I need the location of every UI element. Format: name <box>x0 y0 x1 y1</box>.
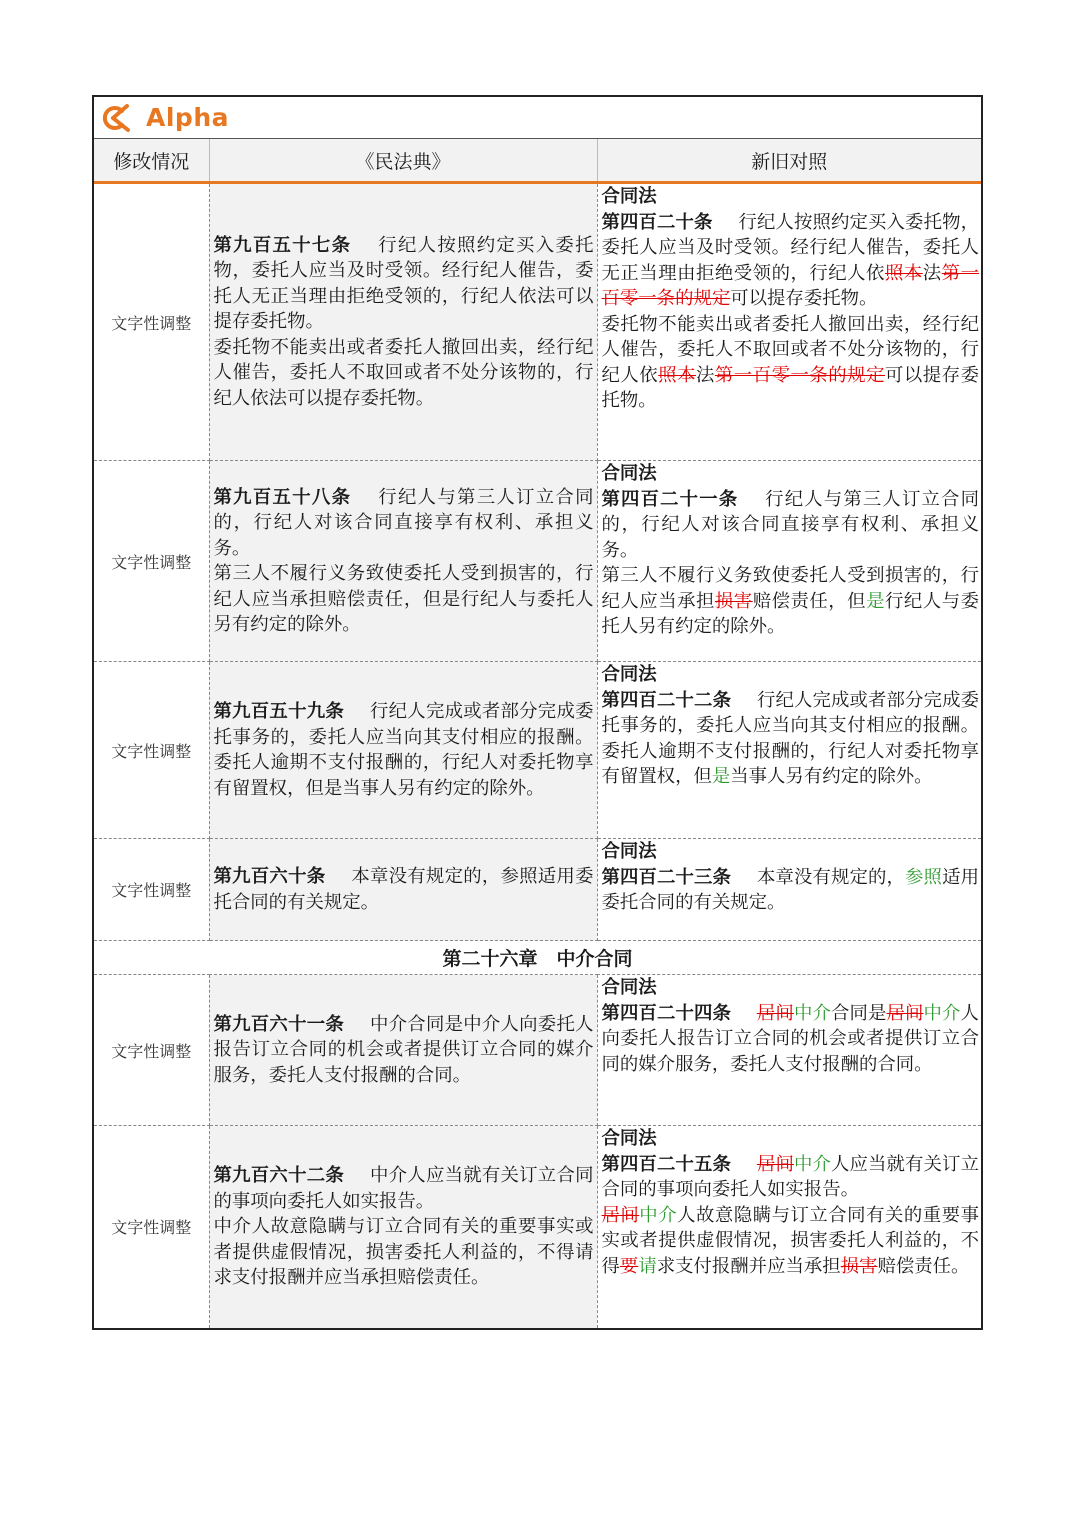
civil-code-cell <box>209 662 597 839</box>
civil-paragraph <box>214 485 594 562</box>
unchanged-text: 可以提存委托物。 <box>730 288 878 309</box>
comparison-paragraph <box>602 210 980 312</box>
old-law-name: 合同法 <box>601 1128 657 1149</box>
old-law-comparison-cell <box>597 461 981 662</box>
brand-header <box>94 97 981 139</box>
unchanged-text: 人向委托人报告订立合同的机会或者提供订立合同的媒介服务，委托人支付报酬的合同。 <box>601 1002 979 1075</box>
deleted-text: 损害 <box>840 1255 878 1277</box>
comparison-paragraph <box>602 688 980 790</box>
unchanged-text: 第三人不履行义务致使委托人受到损害的，行纪人应当承担 <box>601 565 979 612</box>
old-article-number: 第四百二十二条 <box>601 689 732 711</box>
old-article-number: 第四百二十三条 <box>601 866 732 888</box>
civil-paragraph <box>214 561 594 638</box>
change-status-cell: 文字性调整 <box>94 1126 209 1328</box>
civil-text: 中介人故意隐瞒与订立合同有关的重要事实或者提供虚假情况，损害委托人利益的，不得请求支付报酬并应当承担赔偿责任。 <box>213 1216 594 1288</box>
deleted-text: 居间 <box>756 1153 794 1175</box>
table-header-row <box>94 139 981 183</box>
inserted-text: 中介 <box>793 1153 831 1175</box>
civil-article-number: 第九百五十九条 <box>213 701 345 722</box>
comparison-paragraph <box>602 1152 980 1203</box>
civil-text: 行纪人完成或者部分完成委托事务的，委托人应当向其支付相应的报酬。委托人逾期不支付报酬的，行纪人对委托物享有留置权，但是当事人另有约定的除外。 <box>213 701 594 799</box>
civil-article-number: 第九百五十八条 <box>213 486 352 508</box>
civil-article-number: 第九百六十二条 <box>213 1165 345 1186</box>
old-law-comparison-cell <box>597 839 981 941</box>
table-row <box>94 1126 981 1328</box>
deleted-text: 要 <box>619 1255 639 1277</box>
comparison-document <box>92 95 983 1330</box>
civil-paragraph <box>214 335 594 412</box>
table-row <box>94 461 981 662</box>
change-status-cell: 文字性调整 <box>94 662 209 839</box>
old-article-number: 第四百二十条 <box>601 211 713 233</box>
civil-paragraph <box>214 699 594 801</box>
unchanged-text: 人故意隐瞒与订立合同有关的重要事实或者提供虚假情况，损害委托人利益的，不得 <box>601 1204 979 1277</box>
unchanged-text: 行纪人与委托人另有约定的除外。 <box>601 590 979 637</box>
civil-paragraph <box>214 1012 594 1089</box>
civil-article-number: 第九百六十一条 <box>213 1013 345 1035</box>
comparison-paragraph <box>602 865 980 916</box>
unchanged-text: 合同是 <box>830 1002 887 1024</box>
inserted-text: 中介 <box>793 1002 831 1024</box>
civil-text: 中介合同是中介人向委托人报告订立合同的机会或者提供订立合同的媒介服务，委托人支付报酬的合同。 <box>213 1013 594 1086</box>
old-law-name: 合同法 <box>601 463 657 484</box>
civil-paragraph <box>214 864 594 915</box>
unchanged-text: 法 <box>696 364 715 386</box>
inserted-text: 中介 <box>923 1002 961 1024</box>
civil-paragraph <box>214 1163 594 1214</box>
unchanged-text: 行纪人与第三人订立合同的，行纪人对该合同直接享有权利、承担义务。 <box>601 488 979 561</box>
deleted-text: 第一百零一条的规定 <box>714 364 885 386</box>
column-header-status: 修改情况 <box>94 139 209 183</box>
comparison-paragraph <box>602 1203 980 1280</box>
unchanged-text: 赔偿责任，但 <box>752 590 867 612</box>
chapter-title: 第二十六章 中介合同 <box>94 941 981 975</box>
alpha-logo-icon <box>100 102 132 134</box>
civil-paragraph <box>214 1214 594 1291</box>
comparison-table <box>94 139 981 1328</box>
civil-text: 中介人应当就有关订立合同的事项向委托人如实报告。 <box>213 1165 594 1212</box>
civil-text: 本章没有规定的，参照适用委托合同的有关规定。 <box>213 866 594 913</box>
civil-article-number: 第九百六十条 <box>213 866 326 887</box>
unchanged-text: 赔偿责任。 <box>877 1255 970 1277</box>
comparison-paragraph <box>602 487 980 564</box>
old-article-number: 第四百二十五条 <box>601 1153 732 1175</box>
unchanged-text: 人应当就有关订立合同的事项向委托人如实报告。 <box>601 1153 979 1200</box>
deleted-text: 居间 <box>756 1002 794 1024</box>
deleted-text: 居间 <box>886 1002 924 1024</box>
inserted-text: 是 <box>711 766 731 787</box>
inserted-text: 中介 <box>639 1204 678 1226</box>
civil-code-cell <box>209 1126 597 1328</box>
civil-text: 委托物不能卖出或者委托人撤回出卖，经行纪人催告，委托人不取回或者不处分该物的，行纪人依法可以提存委托物。 <box>213 336 594 409</box>
deleted-text: 照本 <box>884 262 923 284</box>
comparison-paragraph <box>602 563 980 640</box>
civil-text: 行纪人与第三人订立合同的，行纪人对该合同直接享有权利、承担义务。 <box>213 486 594 559</box>
column-header-comparison: 新旧对照 <box>597 139 981 183</box>
table-row <box>94 975 981 1126</box>
deleted-text: 损害 <box>714 590 753 612</box>
unchanged-text: 可以提存委托物。 <box>601 364 979 411</box>
civil-paragraph <box>214 233 594 335</box>
inserted-text: 请 <box>638 1255 657 1277</box>
unchanged-text: 适用委托合同的有关规定。 <box>601 866 979 913</box>
unchanged-text: 当事人另有约定的除外。 <box>730 766 933 787</box>
civil-code-cell <box>209 183 597 461</box>
old-law-comparison-cell <box>597 662 981 839</box>
civil-article-number: 第九百五十七条 <box>213 234 352 256</box>
unchanged-text: 委托物不能卖出或者委托人撤回出卖，经行纪人催告，委托人不取回或者不处分该物的，行纪人依 <box>601 313 979 386</box>
comparison-paragraph <box>602 312 980 414</box>
chapter-row <box>94 941 981 975</box>
table-row <box>94 183 981 461</box>
change-status-cell: 文字性调整 <box>94 839 209 941</box>
old-law-name: 合同法 <box>601 664 657 685</box>
inserted-text: 是 <box>866 590 885 612</box>
civil-code-cell <box>209 839 597 941</box>
change-status-cell: 文字性调整 <box>94 461 209 662</box>
unchanged-text: 求支付报酬并应当承担 <box>656 1255 841 1277</box>
comparison-paragraph <box>602 1001 980 1078</box>
table-row <box>94 839 981 941</box>
civil-text: 第三人不履行义务致使委托人受到损害的，行纪人应当承担赔偿责任，但是行纪人与委托人另有约定的除外。 <box>213 563 594 635</box>
old-law-comparison-cell <box>597 183 981 461</box>
unchanged-text: 行纪人完成或者部分完成委托事务的，委托人应当向其支付相应的报酬。委托人逾期不支付报酬的，行纪人对委托物享有留置权，但 <box>601 689 979 787</box>
old-law-name: 合同法 <box>601 841 657 862</box>
deleted-text: 照本 <box>658 364 696 386</box>
old-law-comparison-cell <box>597 1126 981 1328</box>
change-status-cell: 文字性调整 <box>94 975 209 1126</box>
deleted-text: 居间 <box>601 1204 640 1226</box>
old-law-comparison-cell <box>597 975 981 1126</box>
old-law-name: 合同法 <box>601 186 657 207</box>
civil-code-cell <box>209 975 597 1126</box>
table-row <box>94 662 981 839</box>
old-article-number: 第四百二十四条 <box>601 1002 732 1024</box>
deleted-text: 第一百零一条的规定 <box>601 262 979 309</box>
unchanged-text: 法 <box>922 262 942 284</box>
civil-code-cell <box>209 461 597 662</box>
old-article-number: 第四百二十一条 <box>601 488 739 510</box>
inserted-text: 参照 <box>905 866 943 888</box>
old-law-name: 合同法 <box>601 977 657 998</box>
change-status-cell: 文字性调整 <box>94 183 209 461</box>
brand-name: Alpha <box>146 103 229 132</box>
unchanged-text: 本章没有规定的， <box>756 866 906 888</box>
civil-text: 行纪人按照约定买入委托物，委托人应当及时受领。经行纪人催告，委托人无正当理由拒绝受领的，行纪人依法可以提存委托物。 <box>213 234 594 333</box>
column-header-civil-code: 《民法典》 <box>209 139 597 183</box>
unchanged-text: 行纪人按照约定买入委托物，委托人应当及时受领。经行纪人催告，委托人无正当理由拒绝受领的，行纪人依 <box>601 211 979 284</box>
